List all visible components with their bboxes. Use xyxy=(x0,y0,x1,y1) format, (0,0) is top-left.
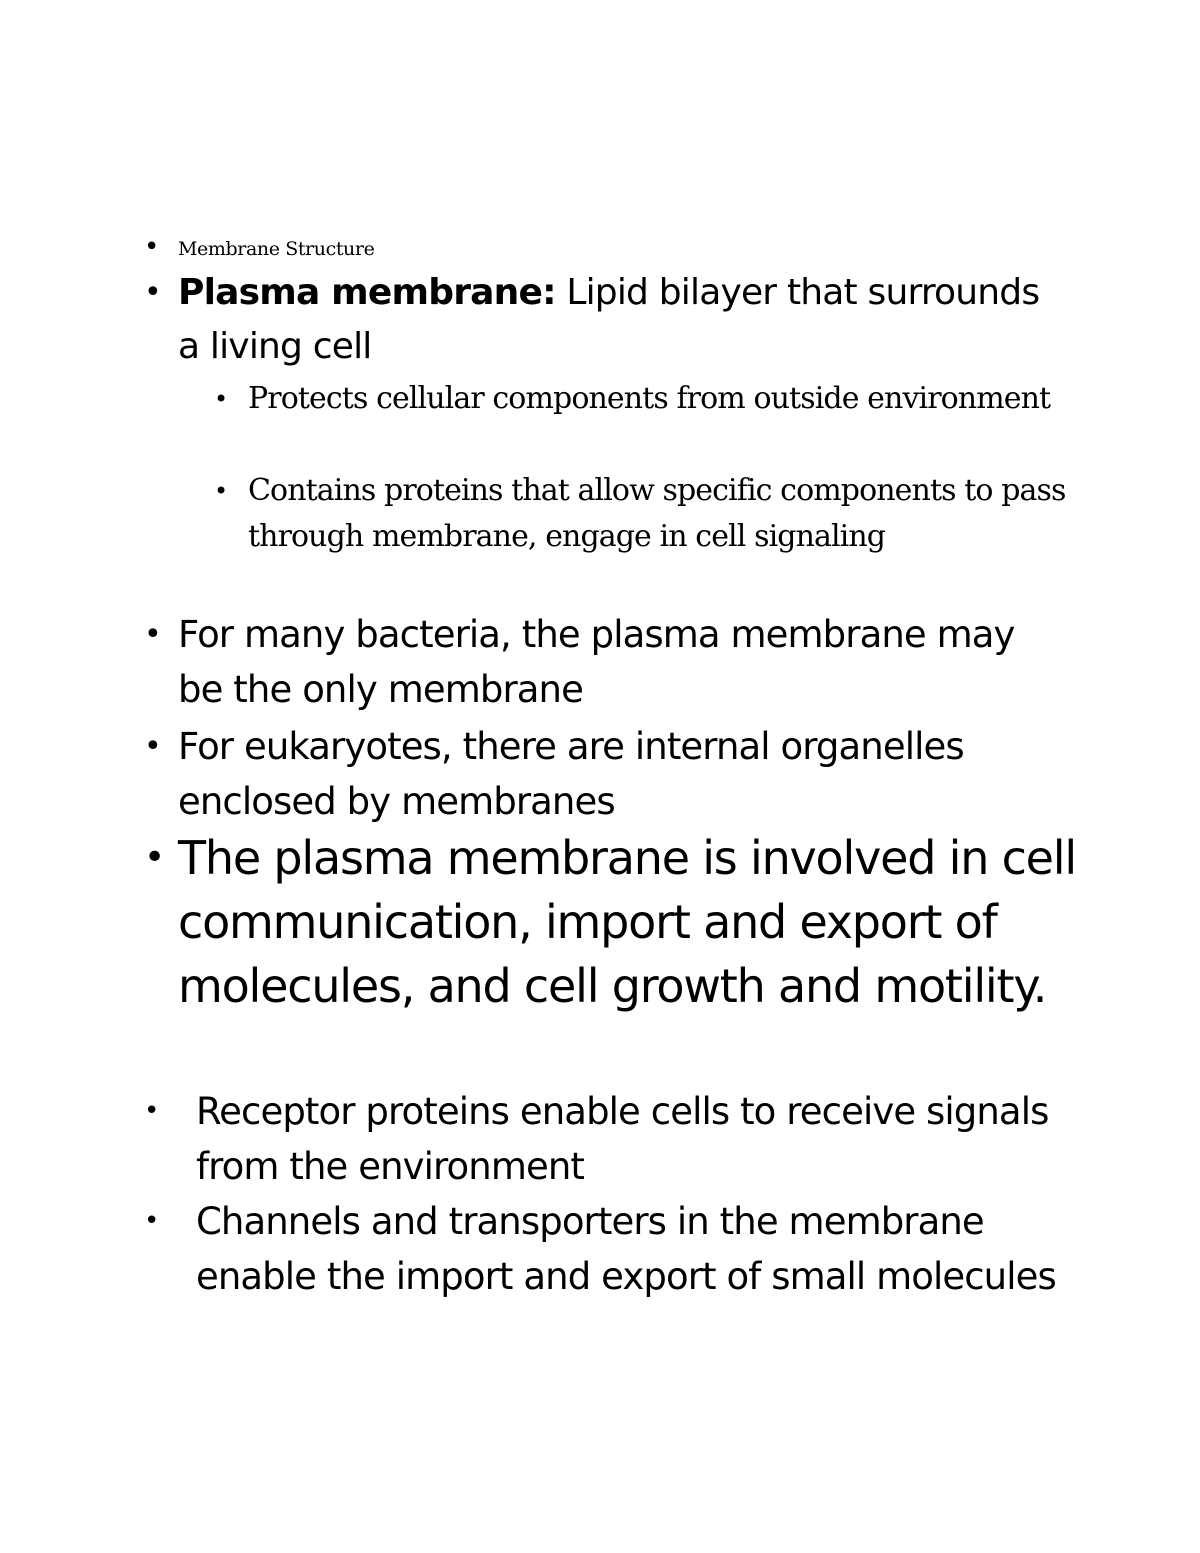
list-item-text: Receptor proteins enable cells to receive signals from the environment xyxy=(196,1090,1049,1188)
sub-list-item-text: Protects cellular components from outside environment xyxy=(248,381,1051,416)
bullet: • xyxy=(144,1096,160,1126)
bullet: • xyxy=(144,275,162,310)
sub-list-item-text: Contains proteins that allow specific components to pass through membrane, engage in cell signaling xyxy=(248,473,1066,554)
bullet: • xyxy=(144,232,160,262)
sub-list-item xyxy=(214,376,1088,422)
term-plasma-membrane: Plasma membrane: xyxy=(178,272,556,313)
list-item xyxy=(144,719,1058,829)
list-item-text: Channels and transporters in the membrane enable the import and export of small molecules xyxy=(196,1200,1056,1298)
definition-text: Lipid bilayer that surrounds a living cell xyxy=(178,272,1040,367)
bullet: • xyxy=(214,477,229,505)
list-item-plasma-membrane xyxy=(144,266,1058,374)
list-item xyxy=(144,607,1058,717)
bullet: • xyxy=(144,1206,160,1236)
list-item-heading xyxy=(144,232,1078,264)
list-item-text: For eukaryotes, there are internal organelles enclosed by membranes xyxy=(178,725,964,823)
sub-list-item xyxy=(214,468,1088,560)
list-item-large xyxy=(144,826,1078,1018)
bullet: • xyxy=(144,729,162,764)
heading-text: Membrane Structure xyxy=(178,238,375,260)
bullet: • xyxy=(144,617,162,652)
list-item-text: The plasma membrane is involved in cell communication, import and export of molecules, and cell growth and motility. xyxy=(178,831,1076,1013)
bullet: • xyxy=(214,385,229,413)
list-item-text xyxy=(178,266,1058,374)
list-item xyxy=(144,1194,1076,1304)
list-item xyxy=(144,1084,1076,1194)
bullet: • xyxy=(144,837,166,878)
list-item-text: For many bacteria, the plasma membrane may be the only membrane xyxy=(178,613,1015,711)
